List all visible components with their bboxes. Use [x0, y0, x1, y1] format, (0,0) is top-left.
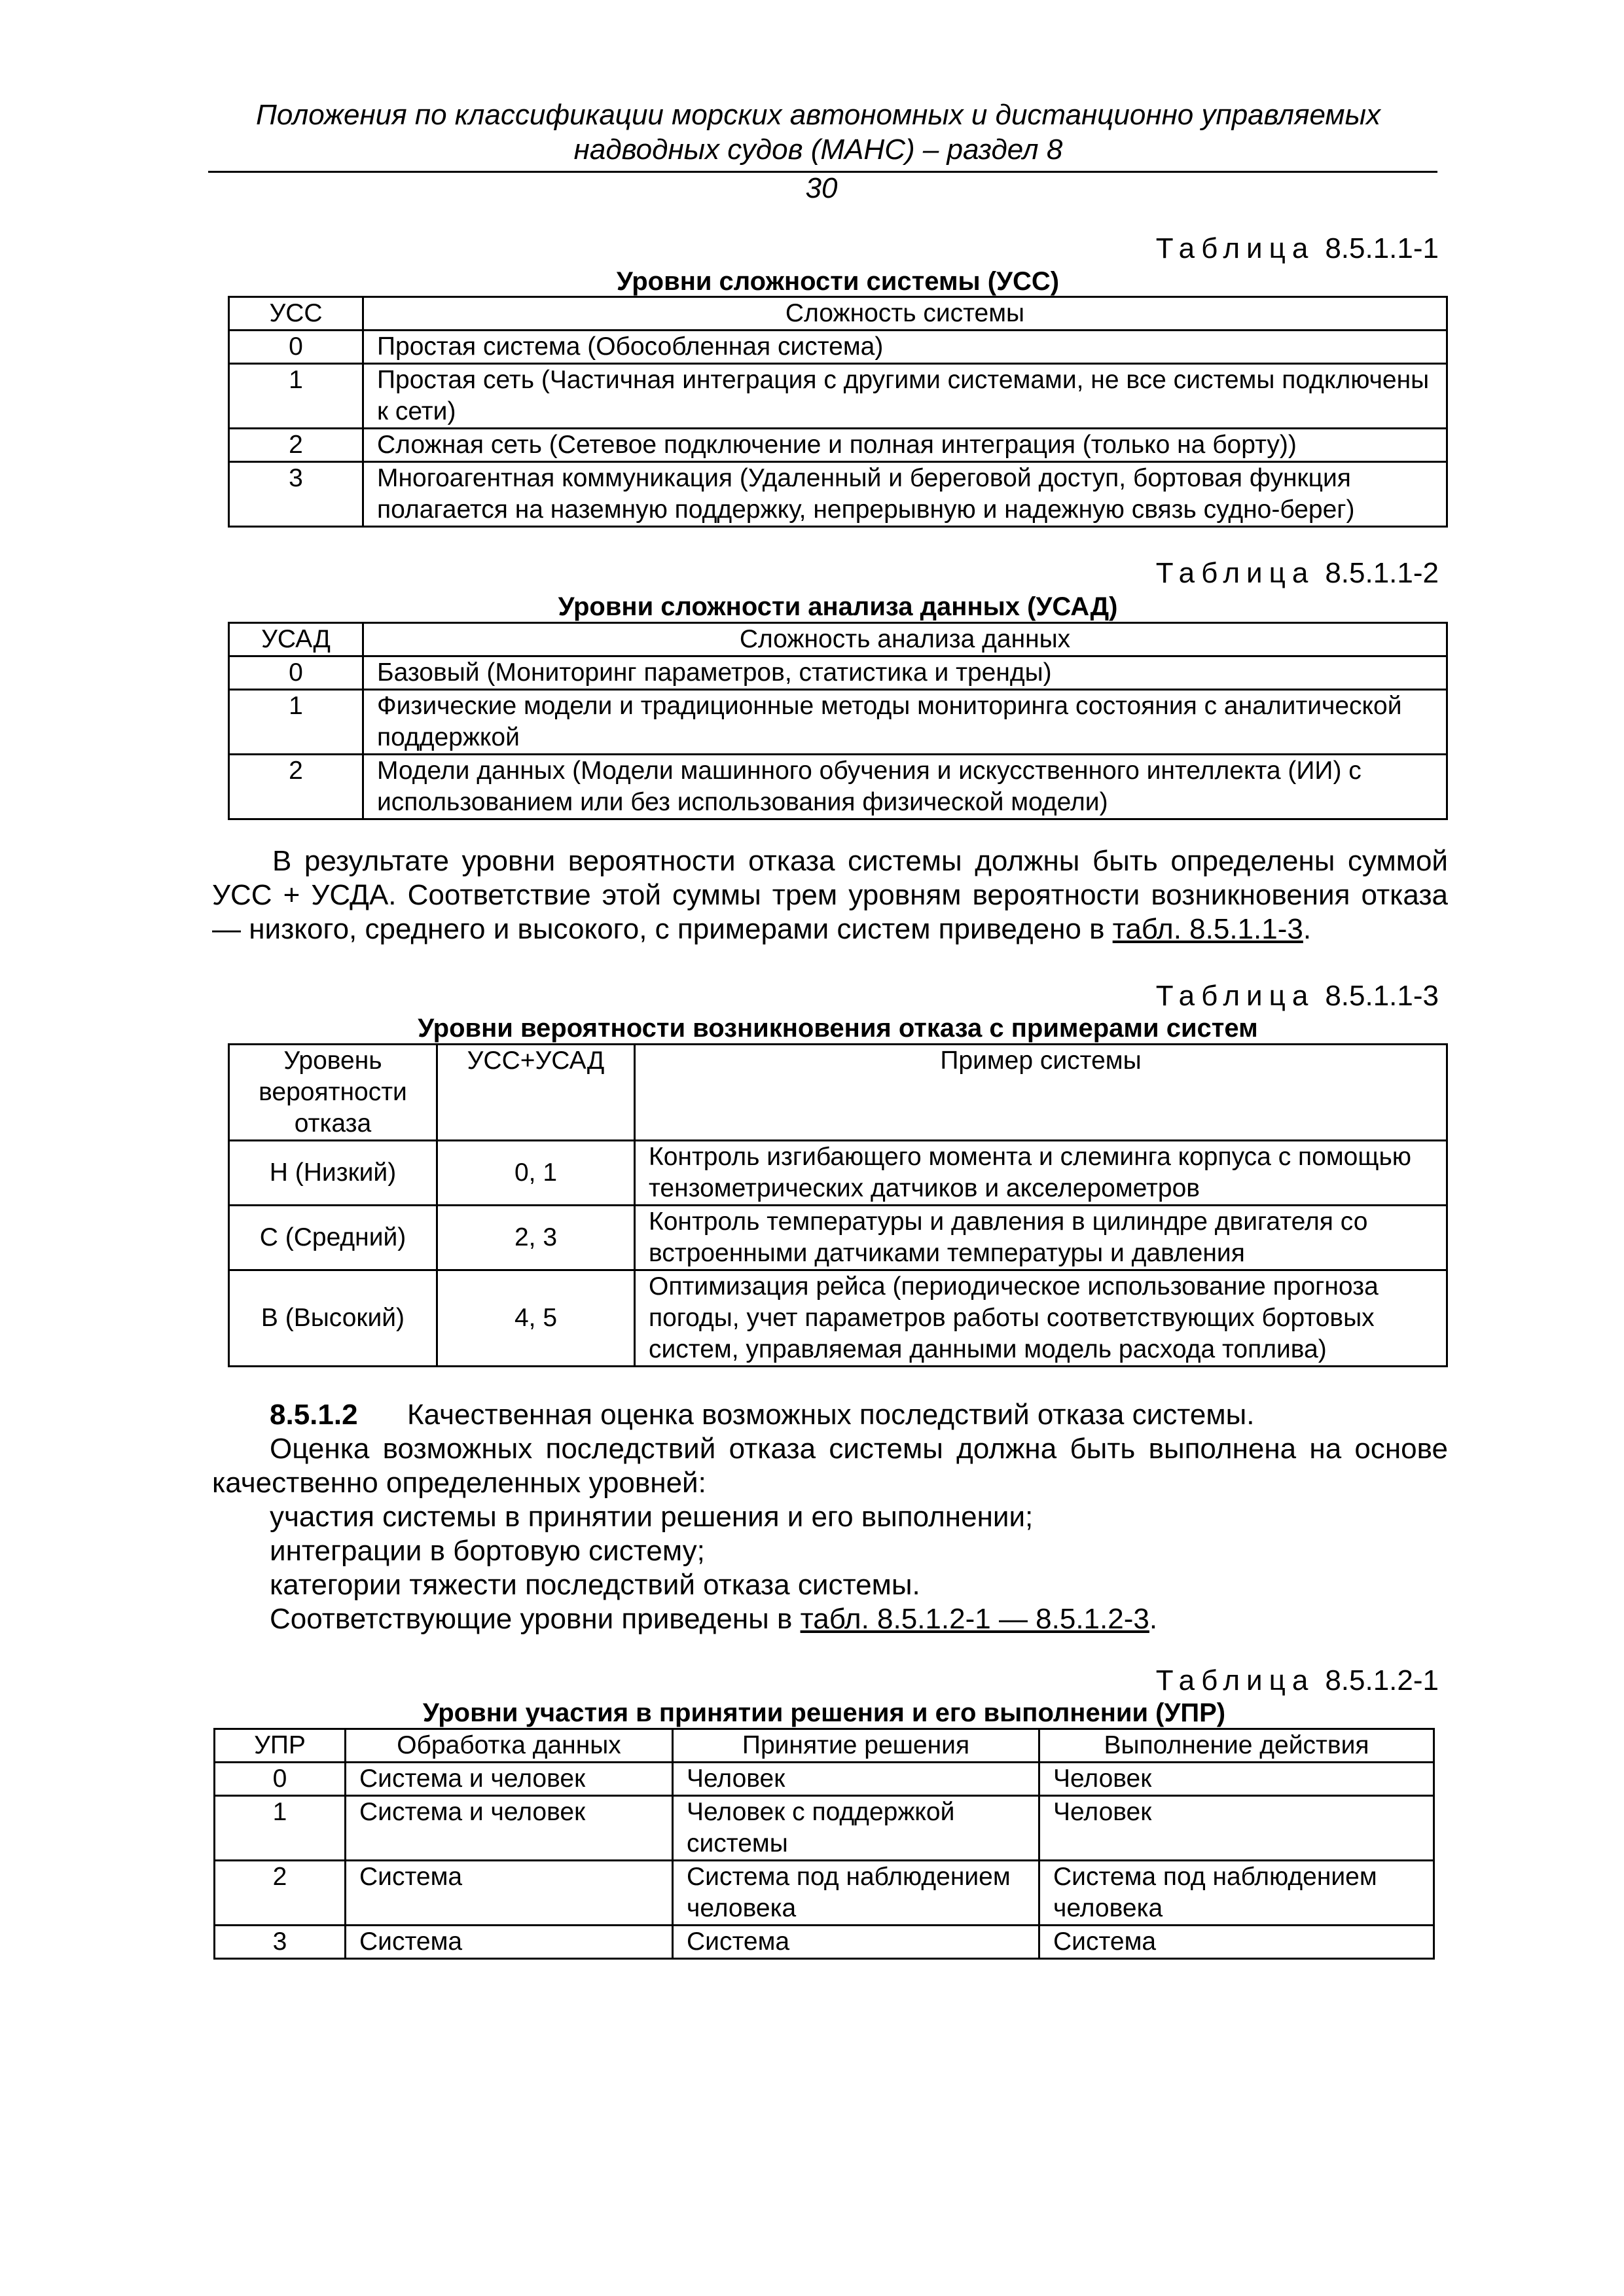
header-cell: Обработка данных: [346, 1729, 673, 1763]
table-row: [215, 1763, 1434, 1796]
section-intro: Оценка возможных последствий отказа системы должна быть выполнена на основе качественно определенных уровней:: [212, 1433, 1448, 1499]
header-cell: УПР: [215, 1729, 346, 1763]
table-label-number: 8.5.1.1-2: [1325, 557, 1439, 589]
running-header-line-1: Положения по классификации морских автономных и дистанционно управляемых: [256, 99, 1380, 131]
level-cell: 2: [215, 1861, 346, 1926]
description-cell: Простая сеть (Частичная интеграция с другими системами, не все системы подключены к сети): [363, 364, 1447, 429]
table-label-number: 8.5.1.1-3: [1325, 980, 1439, 1012]
body-paragraph: [212, 844, 1448, 946]
data-processing-cell: Система и человек: [346, 1763, 673, 1796]
header-cell: Уровень вероятности отказа: [229, 1045, 437, 1141]
header-cell: Выполнение действия: [1039, 1729, 1434, 1763]
reference-text: Соответствующие уровни приведены в: [270, 1603, 801, 1635]
table-label-number: 8.5.1.1-1: [1325, 232, 1439, 264]
level-cell: 1: [229, 364, 363, 429]
table-row: [229, 690, 1447, 755]
action-cell: Человек: [1039, 1763, 1434, 1796]
section-number: 8.5.1.2: [270, 1399, 358, 1431]
list-item: участия системы в принятии решения и его выполнении;: [270, 1501, 1034, 1533]
level-cell: 1: [215, 1796, 346, 1861]
table-row: [229, 331, 1447, 364]
header-cell: УСС: [229, 297, 363, 331]
failure-probability-table: [228, 1043, 1448, 1367]
table-row: [229, 1141, 1447, 1206]
description-cell: Модели данных (Модели машинного обучения и искусственного интеллекта (ИИ) с использованием или без использования физической модели): [363, 755, 1447, 819]
decision-cell: Система под наблюдением человека: [673, 1861, 1039, 1926]
decision-cell: Человек с поддержкой системы: [673, 1796, 1039, 1861]
level-cell: 2: [229, 429, 363, 462]
header-cell: УСС+УСАД: [437, 1045, 635, 1141]
table-reference-link[interactable]: табл. 8.5.1.1-3: [1112, 913, 1303, 945]
table-row: [229, 429, 1447, 462]
header-cell: Принятие решения: [673, 1729, 1039, 1763]
decision-cell: Система: [673, 1926, 1039, 1959]
level-cell: В (Высокий): [229, 1270, 437, 1367]
table-row: [229, 1206, 1447, 1270]
example-cell: Контроль температуры и давления в цилиндре двигателя со встроенными датчиками температуры и давления: [635, 1206, 1447, 1270]
decision-cell: Человек: [673, 1763, 1039, 1796]
paragraph-end: .: [1303, 913, 1312, 945]
data-processing-cell: Система и человек: [346, 1796, 673, 1861]
table-label: [1156, 232, 1439, 266]
level-cell: 0: [229, 656, 363, 690]
table-reference-link[interactable]: табл. 8.5.1.2-1 — 8.5.1.2-3: [800, 1603, 1149, 1635]
reference-end: .: [1149, 1603, 1158, 1635]
sum-cell: 2, 3: [437, 1206, 635, 1270]
table-label-word: Таблица: [1155, 557, 1315, 589]
list-item: интеграции в бортовую систему;: [270, 1535, 705, 1567]
table-label-word: Таблица: [1155, 232, 1315, 264]
example-cell: Контроль изгибающего момента и слеминга корпуса с помощью тензометрических датчиков и акселерометров: [635, 1141, 1447, 1206]
table-row: [215, 1861, 1434, 1926]
section-title: Качественная оценка возможных последствий отказа системы.: [407, 1399, 1255, 1431]
table-header-row: [229, 623, 1447, 656]
table-row: [229, 364, 1447, 429]
table-row: [229, 656, 1447, 690]
description-cell: Базовый (Мониторинг параметров, статистика и тренды): [363, 656, 1447, 690]
table-label-word: Таблица: [1155, 1664, 1315, 1696]
table-row: [229, 1270, 1447, 1367]
table-label: [1156, 556, 1439, 590]
level-cell: 3: [229, 462, 363, 527]
table-header-row: [229, 297, 1447, 331]
header-cell: УСАД: [229, 623, 363, 656]
description-cell: Простая система (Обособленная система): [363, 331, 1447, 364]
level-cell: С (Средний): [229, 1206, 437, 1270]
table-row: [229, 462, 1447, 527]
table-label-word: Таблица: [1155, 980, 1315, 1012]
data-processing-cell: Система: [346, 1861, 673, 1926]
section-heading: [270, 1398, 1254, 1432]
action-cell: Человек: [1039, 1796, 1434, 1861]
sum-cell: 4, 5: [437, 1270, 635, 1367]
table-header-row: [229, 1045, 1447, 1141]
description-cell: Физические модели и традиционные методы мониторинга состояния с аналитической поддержкой: [363, 690, 1447, 755]
action-cell: Система под наблюдением человека: [1039, 1861, 1434, 1926]
table-label-number: 8.5.1.2-1: [1325, 1664, 1439, 1696]
complexity-table: [228, 296, 1448, 528]
level-cell: Н (Низкий): [229, 1141, 437, 1206]
data-processing-cell: Система: [346, 1926, 673, 1959]
level-cell: 0: [215, 1763, 346, 1796]
decision-participation-table: [213, 1728, 1435, 1960]
description-cell: Сложная сеть (Сетевое подключение и полная интеграция (только на борту)): [363, 429, 1447, 462]
table-title: Уровни сложности анализа данных (УСАД): [558, 592, 1118, 621]
paragraph-text: В результате уровни вероятности отказа системы должны быть определены суммой УСС + УСДА. Соответствие этой суммы трем уровням вероятности возникновения отказа — низкого, среднего и высокого, с примерами систем приведено в: [212, 845, 1448, 945]
level-cell: 0: [229, 331, 363, 364]
level-cell: 3: [215, 1926, 346, 1959]
header-cell: Пример системы: [635, 1045, 1447, 1141]
section-reference: [270, 1602, 1157, 1636]
description-cell: Многоагентная коммуникация (Удаленный и береговой доступ, бортовая функция полагается на наземную поддержку, непрерывную и надежную связь судно-берег): [363, 462, 1447, 527]
header-cell: Сложность системы: [363, 297, 1447, 331]
running-header-line-2: надводных судов (МАНС) – раздел 8: [573, 134, 1063, 166]
table-row: [215, 1926, 1434, 1959]
action-cell: Система: [1039, 1926, 1434, 1959]
table-title: Уровни вероятности возникновения отказа с примерами систем: [418, 1014, 1258, 1043]
level-cell: 2: [229, 755, 363, 819]
table-title: Уровни сложности системы (УСС): [616, 267, 1060, 296]
table-header-row: [215, 1729, 1434, 1763]
header-cell: Сложность анализа данных: [363, 623, 1447, 656]
list-item: категории тяжести последствий отказа системы.: [270, 1569, 920, 1601]
level-cell: 1: [229, 690, 363, 755]
data-analysis-table: [228, 622, 1448, 820]
example-cell: Оптимизация рейса (периодическое использование прогноза погоды, учет параметров работы соответствующих бортовых систем, управляемая данными модель расхода топлива): [635, 1270, 1447, 1367]
table-label: [1156, 979, 1439, 1013]
table-row: [215, 1796, 1434, 1861]
sum-cell: 0, 1: [437, 1141, 635, 1206]
table-title: Уровни участия в принятии решения и его выполнении (УПР): [422, 1698, 1226, 1727]
page-number: 30: [805, 172, 838, 204]
table-label: [1156, 1664, 1439, 1698]
table-row: [229, 755, 1447, 819]
